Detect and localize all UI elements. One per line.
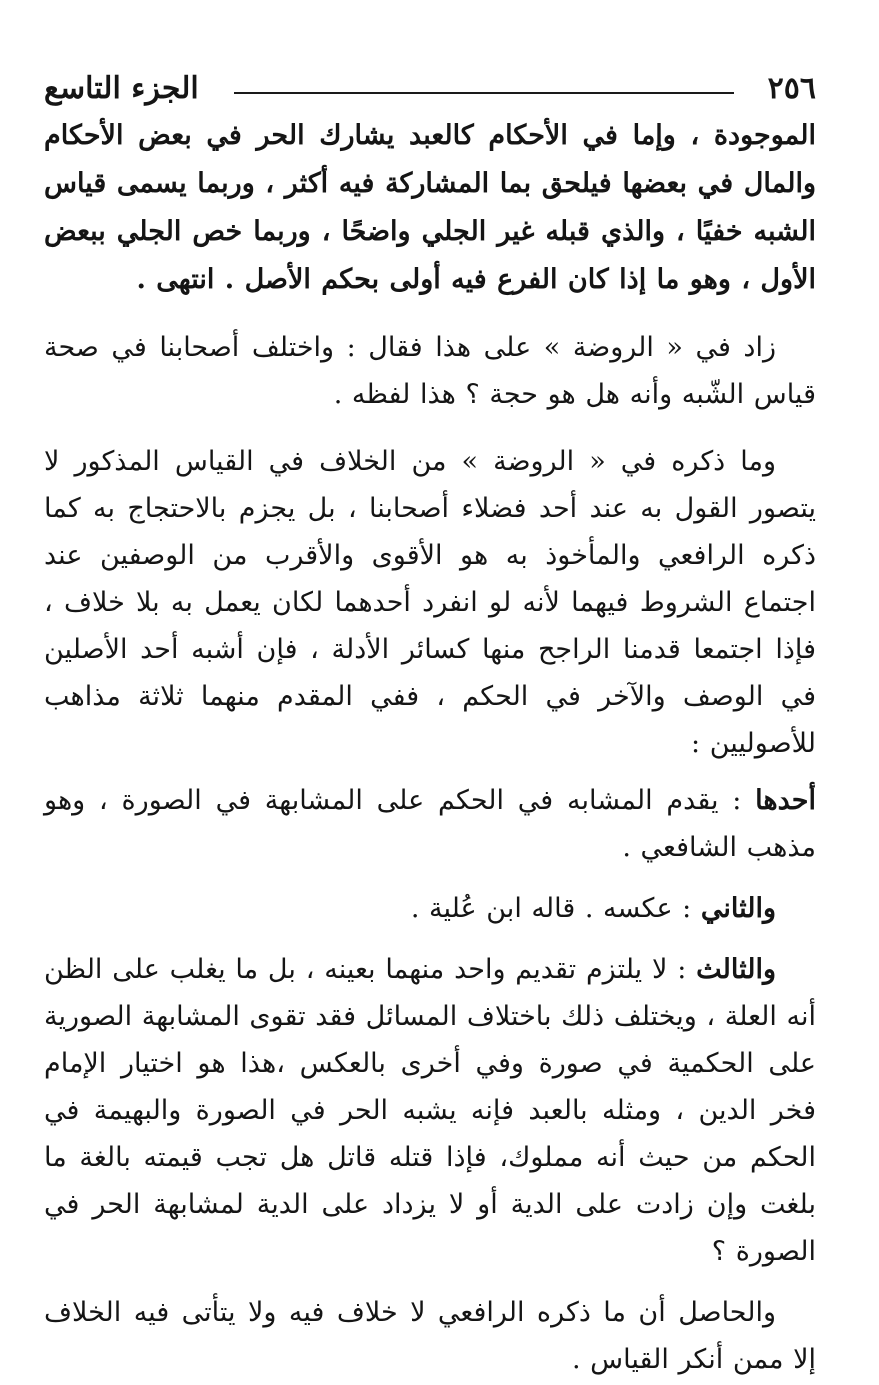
paragraph-text: : يقدم المشابه في الحكم على المشابهة في الصورة ، وهو مذهب الشافعي . (44, 785, 816, 863)
paragraph-rawda-addition (44, 324, 816, 418)
header-rule (234, 92, 734, 94)
running-title: الجزء التاسع (44, 71, 199, 106)
paragraph-first-view (44, 777, 816, 871)
paragraph-text: الموجودة ، وإما في الأحكام كالعبد يشارك الحر في بعض الأحكام والمال في بعضها فيلحق بما المشاركة فيه أكثر ، وربما يسمى قياس الشبه خفيًا ، والذي قبله غير الجلي واضحًا ، وربما خص الجلي ببعض الأول ، وهو ما إذا كان الفرع فيه أولى بحكم الأصل . انتهى . (44, 120, 816, 295)
page-number: ٢٥٦ (767, 71, 816, 106)
paragraph-text: زاد في « الروضة » على هذا فقال : واختلف أصحابنا في صحة قياس الشّبه وأنه هل هو حجة ؟ هذا لفظه . (44, 332, 816, 410)
paragraph-bold-continuation (44, 112, 816, 304)
paragraph-text: وما ذكره في « الروضة » من الخلاف في القياس المذكور لا يتصور القول به عند أحد فضلاء أصحابنا ، بل يجزم بالاحتجاج به كما ذكره الرافعي والمأخوذ به هو الأقوى والأقرب من الوصفين عند اجتماع الشروط فيهما لأنه لو انفرد أحدهما لكان يعمل به بلا خلاف ، فإذا اجتمعا قدمنا الراجح منها كسائر الأدلة ، فإن أشبه أحد الأصلين في الوصف والآخر في الحكم ، ففي المقدم منهما ثلاثة مذاهب للأصوليين : (44, 446, 816, 759)
paragraph-text: : عكسه . قاله ابن عُلية . (410, 893, 701, 924)
paragraph-lead: والثالث (696, 954, 776, 985)
paragraph-discussion (44, 438, 816, 767)
paragraph-lead: والثاني (700, 893, 776, 924)
paragraph-third-view (44, 946, 816, 1275)
page-header (44, 70, 816, 112)
paragraph-lead: أحدها (755, 785, 816, 816)
paragraph-second-view (44, 885, 816, 932)
paragraph-text: : لا يلتزم تقديم واحد منهما بعينه ، بل ما يغلب على الظن أنه العلة ، ويختلف ذلك باختلاف المسائل فقد تقوى المشابهة الصورية على الحكمية في صورة وفي أخرى بالعكس ،هذا هو اختيار الإمام فخر الدين ، ومثله بالعبد فإنه يشبه الحر في الصورة والبهيمة في الحكم من حيث أنه مملوك، فإذا قتله قاتل هل تجب قيمته بالغة ما بلغت وإن زادت على الدية أو لا يزداد على الدية لمشابهة الحر في الصورة ؟ (44, 954, 816, 1267)
document-page (44, 70, 816, 1383)
paragraph-conclusion (44, 1289, 816, 1383)
paragraph-text: والحاصل أن ما ذكره الرافعي لا خلاف فيه ولا يتأتى فيه الخلاف إلا ممن أنكر القياس . (44, 1297, 816, 1375)
